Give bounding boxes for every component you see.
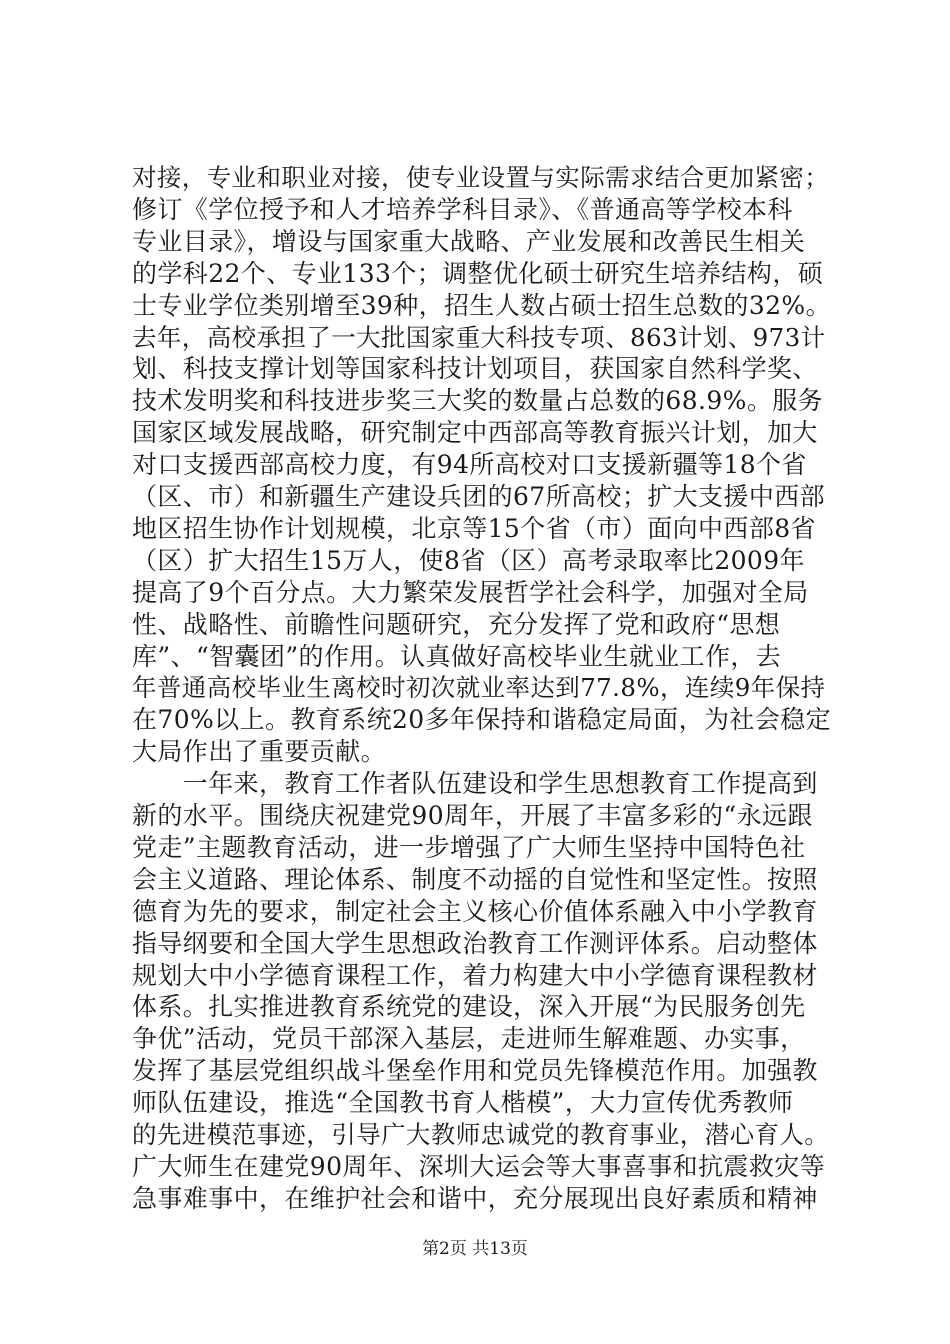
text-line: （区、市）和新疆生产建设兵团的67所高校；扩大支援中西部 bbox=[132, 482, 826, 511]
text-line: 划、科技支撑计划等国家科技计划项目，获国家自然科学奖、 bbox=[132, 354, 818, 383]
text-line: 在70%以上。教育系统20多年保持和谐稳定局面，为社会稳定 bbox=[132, 705, 831, 734]
text-line: 技术发明奖和科技进步奖三大奖的数量占总数的68.9%。服务 bbox=[132, 386, 824, 415]
text-line: 规划大中小学德育课程工作，着力构建大中小学德育课程教材 bbox=[132, 961, 818, 990]
text-line: 的先进模范事迹，引导广大教师忠诚党的教育事业，潜心育人。 bbox=[132, 1120, 830, 1149]
text-line: 党走”主题教育活动，进一步增强了广大师生坚持中国特色社 bbox=[132, 833, 806, 862]
text-line: 会主义道路、理论体系、制度不动摇的自觉性和坚定性。按照 bbox=[132, 865, 818, 894]
text-line: 库”、“智囊团”的作用。认真做好高校毕业生就业工作，去 bbox=[132, 642, 782, 671]
text-line: 师队伍建设，推选“全国教书育人楷模”，大力宣传优秀教师 bbox=[132, 1088, 794, 1117]
text-line: 发挥了基层党组织战斗堡垒作用和党员先锋模范作用。加强教 bbox=[132, 1056, 818, 1085]
text-line: 专业目录》，增设与国家重大战略、产业发展和改善民生相关 bbox=[132, 227, 806, 256]
text-line: 修订《学位授予和人才培养学科目录》、《普通高等学校本科 bbox=[132, 195, 793, 224]
text-line: 国家区域发展战略，研究制定中西部高等教育振兴计划，加大 bbox=[132, 418, 818, 447]
text-line: （区）扩大招生15万人，使8省（区）高考录取率比2009年 bbox=[132, 546, 805, 575]
page-number-footer: 第2页 共13页 bbox=[422, 1239, 528, 1259]
text-line: 大局作出了重要贡献。 bbox=[132, 737, 387, 766]
text-line: 提高了9个百分点。大力繁荣发展哲学社会科学，加强对全局 bbox=[132, 578, 809, 607]
text-line: 急事难事中，在维护社会和谐中，充分展现出良好素质和精神 bbox=[132, 1184, 818, 1213]
text-line: 对口支援西部高校力度，有94所高校对口支援新疆等18个省 bbox=[132, 450, 807, 479]
text-line: 争优”活动，党员干部深入基层，走进师生解难题、办实事， bbox=[132, 1024, 806, 1053]
text-line: 德育为先的要求，制定社会主义核心价值体系融入中小学教育 bbox=[132, 897, 818, 926]
text-line: 士专业学位类别增至39种，招生人数占硕士招生总数的32%。 bbox=[132, 291, 831, 320]
text-line: 新的水平。围绕庆祝建党90周年，开展了丰富多彩的“永远跟 bbox=[132, 801, 813, 830]
text-line: 对接，专业和职业对接，使专业设置与实际需求结合更加紧密； bbox=[132, 163, 830, 192]
text-line: 地区招生协作计划规模，北京等15个省（市）面向中西部8省 bbox=[132, 514, 816, 543]
text-line: 年普通高校毕业生离校时初次就业率达到77.8%，连续9年保持 bbox=[132, 673, 826, 702]
text-line: 的学科22个、专业133个；调整优化硕士研究生培养结构，硕 bbox=[132, 259, 824, 288]
text-line: 去年，高校承担了一大批国家重大科技专项、863计划、973计 bbox=[132, 323, 826, 352]
text-line: 广大师生在建党90周年、深圳大运会等大事喜事和抗震救灾等 bbox=[132, 1152, 826, 1181]
text-line: 体系。扎实推进教育系统党的建设，深入开展“为民服务创先 bbox=[132, 992, 806, 1021]
paragraph-start-line: 一年来，教育工作者队伍建设和学生思想教育工作提高到 bbox=[132, 769, 818, 798]
text-line: 指导纲要和全国大学生思想政治教育工作测评体系。启动整体 bbox=[132, 929, 818, 958]
text-line: 性、战略性、前瞻性问题研究，充分发挥了党和政府“思想 bbox=[132, 610, 781, 639]
